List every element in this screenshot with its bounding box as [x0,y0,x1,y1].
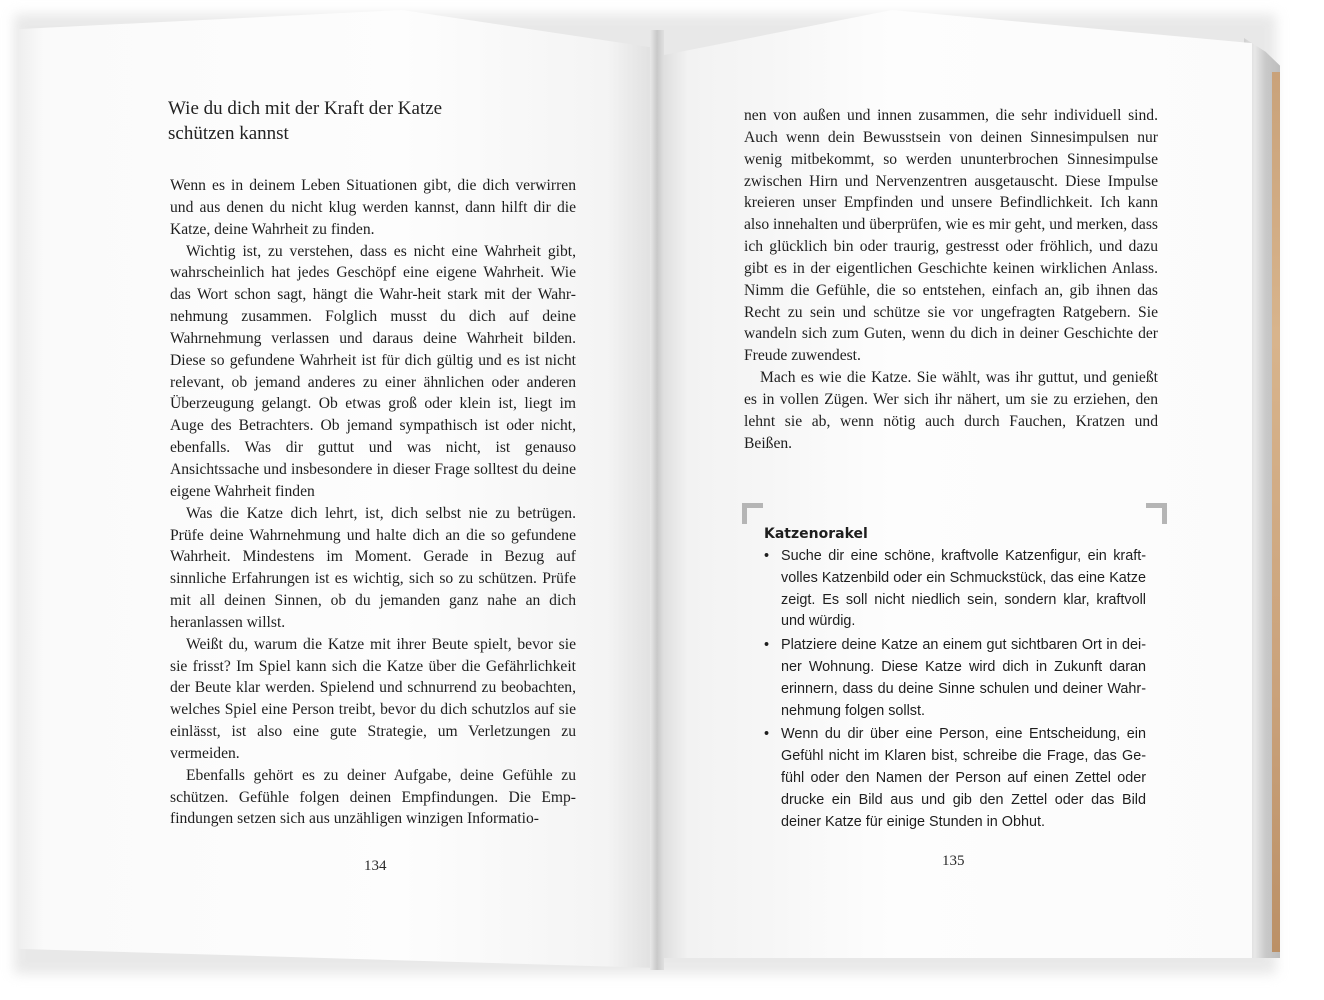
box-corner-top-right [1146,503,1167,524]
list-item-text: Suche dir eine schöne, kraftvolle Katzenfigur, ein kraftvolles Katzenbild oder ein Schmuckstück, das eine Katze zeigt. Es soll nicht niedlich sein, sondern klar, kraftvoll und würdig. [781,548,1146,630]
list-item [760,724,1146,833]
paragraph: nen von außen und innen zusammen, die sehr individuell sind. Auch wenn dein Bewusstsein von deinen Sinnesimpulsen nur wenig mitbekommt, so werden ununterbrochen Sinnesimpulse zwischen Hirn und Nervenzentren ausgetauscht. Diese Impulse kreieren unser Empfinden und unsere Befindlichkeit. Ich kann also innehalten und überprüfen, wie es mir geht, und merken, dass ich glücklich bin oder traurig, gestresst oder fröhlich, und dazu gibt es in der eigentlichen Geschichte keinen wirklichen Anlass. Nimm die Gefühle, die so entstehen, einfach an, gib ihnen das Recht zu sein und schütze sie vor ungefragten Ratgebern. Sie wandeln sich zum Guten, wenn du dich in deiner Geschichte der Freude zuwendest. [744,107,1158,365]
right-page-body [744,105,1158,455]
chapter-heading [168,96,588,146]
chapter-heading-line-1: Wie du dich mit der Kraft der Katze [168,98,443,119]
page-number-left: 134 [364,858,387,874]
page-number-right: 135 [942,853,965,869]
paragraph: Ebenfalls gehört es zu deiner Aufgabe, deine Gefühle zu schützen. Gefühle folgen deinen Empfindungen. Die Empfindungen setzen sich aus unzähligen winzigen Informatio- [170,766,576,828]
box-bullet-list [760,546,1146,835]
box-corner-top-left [742,503,763,524]
box-title: Katzenorakel [764,526,868,542]
paragraph: Wichtig ist, zu verstehen, dass es nicht eine Wahrheit gibt, wahrscheinlich hat jedes Geschöpf eine eigene Wahrheit. Wie das Wort schon sagt, hängt die Wahr-heit stark mit der Wahr-nehmung zusammen. Folglich musst du dich auf deine Wahrnehmung verlassen und daraus deine Wahrheit bilden. Diese so gefundene Wahrheit ist für dich gültig und es ist nicht relevant, ob jemand anderes zu einer ähnlichen oder anderen Überzeugung gelangt. Ob etwas groß oder klein ist, liegt im Auge des Betrachters. Ob jemand sympathisch ist oder nicht, ebenfalls. Was dir guttut und was nicht, ist genauso Ansichtssache und insbesondere in dieser Frage solltest du deine eigene Wahrheit finden [170,242,576,500]
left-page-body [170,175,576,830]
paragraph: Mach es wie die Katze. Sie wählt, was ihr guttut, und genießt es in vollen Zügen. Wer sich ihr nähert, um sie zu erziehen, den lehnt sie ab, wenn nötig auch durch Fauchen, Kratzen und Beißen. [744,369,1158,452]
list-item [760,635,1146,722]
chapter-heading-line-2: schützen kannst [168,123,289,144]
bullet-icon: • [764,726,770,743]
paragraph: Weißt du, warum die Katze mit ihrer Beute spielt, bevor sie sie frisst? Im Spiel kann sich die Katze über die Gefährlichkeit der Beute klar werden. Spielend und schnurrend zu beobachten, welches Spiel eine Person treibt, bevor du dich schutzlos auf sie einlässt, ist also eine gute Strategie, um Verletzungen zu vermeiden. [170,635,576,762]
paragraph: Was die Katze dich lehrt, ist, dich selbst nie zu betrügen. Prüfe deine Wahrnehmung und halte dich an die so gefundene Wahrheit. Mindestens im Moment. Gerade in Bezug auf sinnliche Erfahrungen ist es wichtig, sich so zu schützen. Prüfe mit all deinen Sinnen, ob du jemanden ganz nahe an dich heranlassen willst. [170,504,576,631]
cover-edge [1272,72,1280,952]
book-spine [650,30,664,970]
bullet-icon: • [764,548,770,564]
list-item-text: Wenn du dir über eine Person, eine Entscheidung, ein Gefühl nicht im Klaren bist, schreibe die Frage, das Gefühl oder den Namen der Person auf einen Zettel oder drucke ein Bild aus und gib den Zettel oder das Bild deiner Katze für einige Stunden in Obhut. [781,726,1146,830]
list-item-text: Platziere deine Katze an einem gut sichtbaren Ort in deiner Wohnung. Diese Katze wird dich in Zukunft daran erinnern, dass du deine Sinne schulen und deiner Wahrnehmung folgen sollst. [781,637,1146,719]
bullet-icon: • [764,637,770,654]
paragraph: Wenn es in deinem Leben Situationen gibt, die dich verwirren und aus denen du nicht klug werden kannst, dann hilft dir die Katze, deine Wahrheit zu finden. [170,177,576,238]
list-item [760,546,1146,633]
